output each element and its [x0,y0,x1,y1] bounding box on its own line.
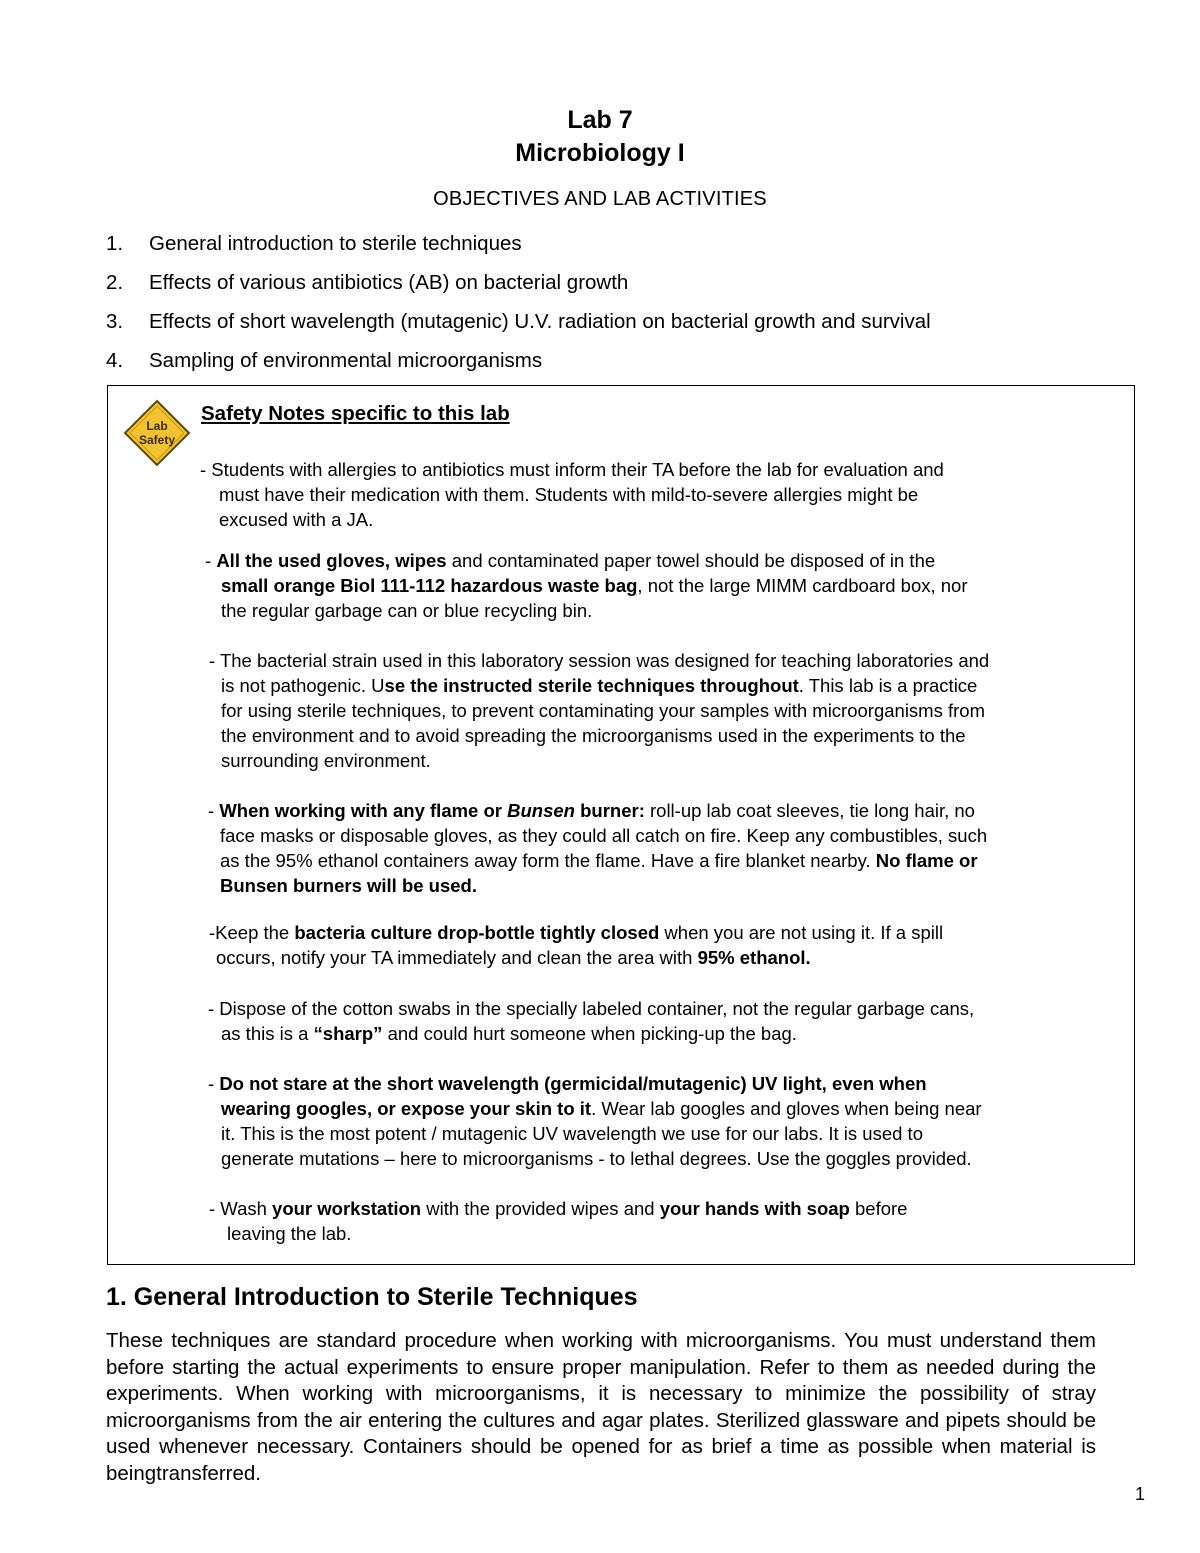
safety-note-cotton-swabs: - Dispose of the cotton swabs in the specially labeled container, not the regular garbage cans, as this is a “sharp” and could hurt someone when picking-up the bag. [208,998,975,1044]
objective-number: 2. [106,271,124,294]
lab-safety-sign-icon [122,398,192,468]
objective-number: 4. [106,349,124,372]
safety-note-uv-light: - Do not stare at the short wavelength (germicidal/mutagenic) UV light, even when wearing googles, or expose your skin to it. Wear lab googles and gloves when being near it. This is the most potent / mutagenic UV wavelength we use for our labs. It is used to generate mutations – here to microorganisms - to lethal degrees. Use the goggles provided. [208,1073,982,1169]
section-heading: 1. General Introduction to Sterile Techniques [106,1283,638,1311]
sign-text-safety: Safety [138,433,176,447]
lab-subtitle: Microbiology I [515,139,685,167]
objectives-list [106,230,931,386]
safety-note-wash: - Wash your workstation with the provided wipes and your hands with soap before leaving the lab. [209,1198,908,1244]
safety-note-waste: - All the used gloves, wipes and contaminated paper towel should be disposed of in the small orange Biol 111-112 hazardous waste bag, not the large MIMM cardboard box, nor the regular garbage can or blue recycling bin. [205,550,968,621]
title-block [0,104,1200,170]
objective-item [106,269,931,308]
objective-item [106,230,931,269]
page-number: 1 [1135,1484,1146,1504]
safety-note-flame: - When working with any flame or Bunsen burner: roll-up lab coat sleeves, tie long hair, no face masks or disposable gloves, as they could all catch on fire. Keep any combustibles, such as the 95% ethanol containers away form the flame. Have a fire blanket nearby. No flame or Bunsen burners will be used. [208,800,988,896]
safety-notes-box [107,385,1135,1265]
safety-note-sterile: - The bacterial strain used in this laboratory session was designed for teaching laboratories and is not pathogenic. Use the instructed sterile techniques throughout. This lab is a practice for using sterile techniques, to prevent contaminating your samples with microorganisms from the environment and to avoid spreading the microorganisms used in the experiments to the surrounding environment. [209,650,990,771]
safety-title: Safety Notes specific to this lab [201,402,510,425]
objective-text: Effects of short wavelength (mutagenic) U.V. radiation on bacterial growth and survival [149,310,931,333]
objective-item [106,308,931,347]
objective-item [106,347,931,386]
objective-number: 1. [106,232,124,255]
objective-text: Sampling of environmental microorganisms [149,349,543,372]
objectives-heading: OBJECTIVES AND LAB ACTIVITIES [433,188,767,210]
safety-note-allergies: - Students with allergies to antibiotics must inform their TA before the lab for evaluation and must have their medication with them. Students with mild-to-severe allergies might be excused with a JA. [200,459,944,530]
sign-text-lab: Lab [146,419,168,433]
section-body: These techniques are standard procedure when working with microorganisms. You must understand them before starting the actual experiments to ensure proper manipulation. Refer to them as needed during the experiments. When working with microorganisms, it is necessary to minimize the possibility of stray microorganisms from the air entering the cultures and agar plates. Sterilized glassware and pipets should be used whenever necessary. Containers should be opened for as brief a time as possible when material is beingtransferred. [106,1329,1096,1485]
lab-title: Lab 7 [567,106,633,134]
objective-text: Effects of various antibiotics (AB) on bacterial growth [149,271,629,294]
safety-note-culture-bottle: -Keep the bacteria culture drop-bottle tightly closed when you are not using it. If a spill occurs, notify your TA immediately and clean the area with 95% ethanol. [209,922,944,968]
objective-number: 3. [106,310,124,333]
objective-text: General introduction to sterile techniques [149,232,522,255]
